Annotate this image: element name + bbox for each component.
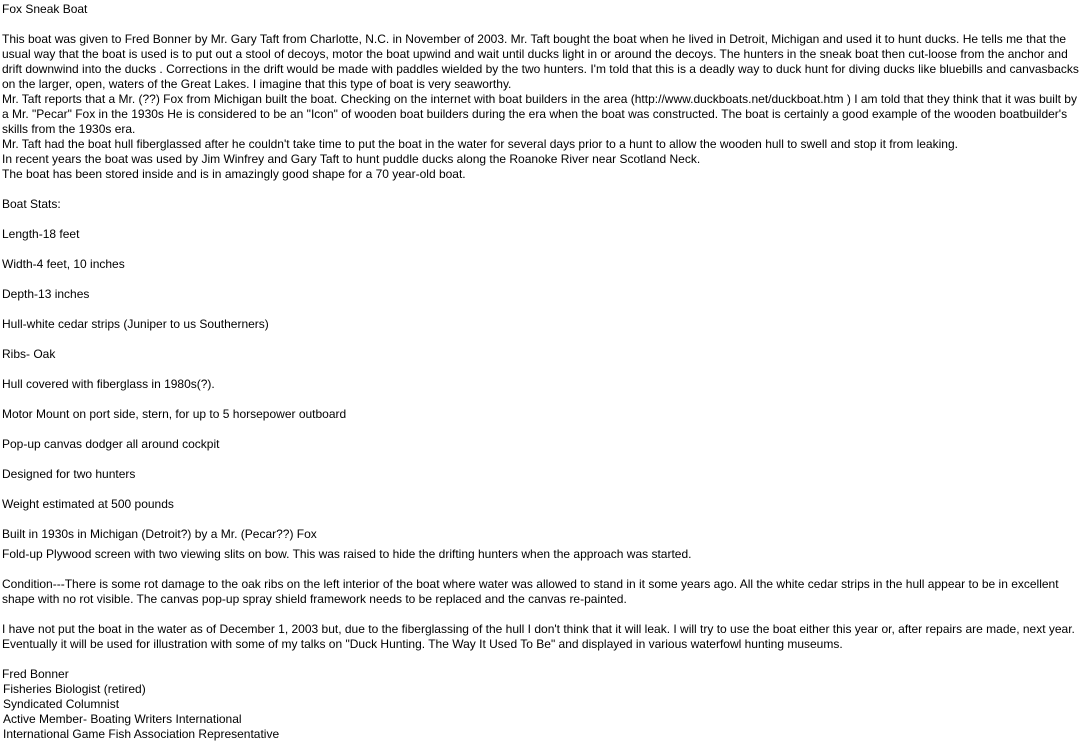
page-title: Fox Sneak Boat bbox=[2, 2, 88, 16]
plans-paragraph: I have not put the boat in the water as of December 1, 2003 but, due to the fiberglassing of the hull I don't think that it will leak. I will try to use the boat either this year or, after repairs are made, next year. Eventually it will be used for illustration with some of my talks on "Duck Hunting. The Way It Used To Be" and displayed in various waterfowl hunting museums. bbox=[2, 622, 1075, 651]
stat-built: Built in 1930s in Michigan (Detroit?) by a Mr. (Pecar??) Fox bbox=[2, 527, 317, 541]
intro-paragraph-2: Mr. Taft reports that a Mr. (??) Fox from Michigan built the boat. Checking on the internet with boat builders in the area (http://www.duckboats.net/duckboat.htm ) I am told that they think that it was built by a Mr. "Pecar" Fox in the 1930s He is considered to be an "Icon" of wooden boat builders during the era when the boat was constructed. The boat is certainly a good example of the wooden boatbuilder's skills from the 1930s era. bbox=[2, 92, 1077, 136]
stat-ribs: Ribs- Oak bbox=[2, 347, 56, 361]
signature-block bbox=[2, 667, 1082, 742]
intro-paragraph-4: In recent years the boat was used by Jim Winfrey and Gary Taft to hunt puddle ducks along the Roanoke River near Scotland Neck. bbox=[2, 152, 701, 166]
signature-title-2: Syndicated Columnist bbox=[3, 697, 120, 711]
stat-depth: Depth-13 inches bbox=[2, 287, 90, 301]
stats-heading: Boat Stats: bbox=[2, 197, 61, 211]
stat-hunters: Designed for two hunters bbox=[2, 467, 136, 481]
intro-paragraph-5: The boat has been stored inside and is in amazingly good shape for a 70 year-old boat. bbox=[2, 167, 466, 181]
stat-motor-mount: Motor Mount on port side, stern, for up to 5 horsepower outboard bbox=[2, 407, 347, 421]
stat-hull: Hull-white cedar strips (Juniper to us Southerners) bbox=[2, 317, 269, 331]
signature-title-1: Fisheries Biologist (retired) bbox=[3, 682, 146, 696]
screen-note: Fold-up Plywood screen with two viewing slits on bow. This was raised to hide the drifting hunters when the approach was started. bbox=[2, 547, 692, 561]
signature-name: Fred Bonner bbox=[2, 667, 69, 681]
stat-dodger: Pop-up canvas dodger all around cockpit bbox=[2, 437, 220, 451]
intro-paragraph-1: This boat was given to Fred Bonner by Mr. Gary Taft from Charlotte, N.C. in November of 2003. Mr. Taft bought the boat when he lived in Detroit, Michigan and used it to hunt ducks. He tells me that the usual way that the boat is used is to put out a stool of decoys, motor the boat upwind and wait until ducks light in or around the decoys. The hunters in the sneak boat then cut-loose from the anchor and drift downwind into the ducks . Corrections in the drift would be made with paddles wielded by the two hunters. I'm told that this is a deadly way to duck hunt for diving ducks like bluebills and canvasbacks on the larger, open, waters of the Great Lakes. I imagine that this type of boat is very seaworthy. bbox=[2, 32, 1079, 91]
signature-title-4: International Game Fish Association Representative bbox=[3, 727, 280, 741]
stat-fiberglass: Hull covered with fiberglass in 1980s(?). bbox=[2, 377, 215, 391]
stat-width: Width-4 feet, 10 inches bbox=[2, 257, 125, 271]
stat-weight: Weight estimated at 500 pounds bbox=[2, 497, 174, 511]
intro-paragraph-3: Mr. Taft had the boat hull fiberglassed after he couldn't take time to put the boat in the water for several days prior to a hunt to allow the wooden hull to swell and stop it from leaking. bbox=[2, 137, 958, 151]
intro-section bbox=[2, 32, 1082, 182]
condition-paragraph: Condition---There is some rot damage to the oak ribs on the left interior of the boat where water was allowed to stand in it some years ago. All the white cedar strips in the hull appear to be in excellent shape with no rot visible. The canvas pop-up spray shield framework needs to be replaced and the canvas re-painted. bbox=[2, 577, 1059, 606]
stat-length: Length-18 feet bbox=[2, 227, 80, 241]
signature-title-3: Active Member- Boating Writers International bbox=[3, 712, 242, 726]
stats-list bbox=[2, 227, 1082, 542]
